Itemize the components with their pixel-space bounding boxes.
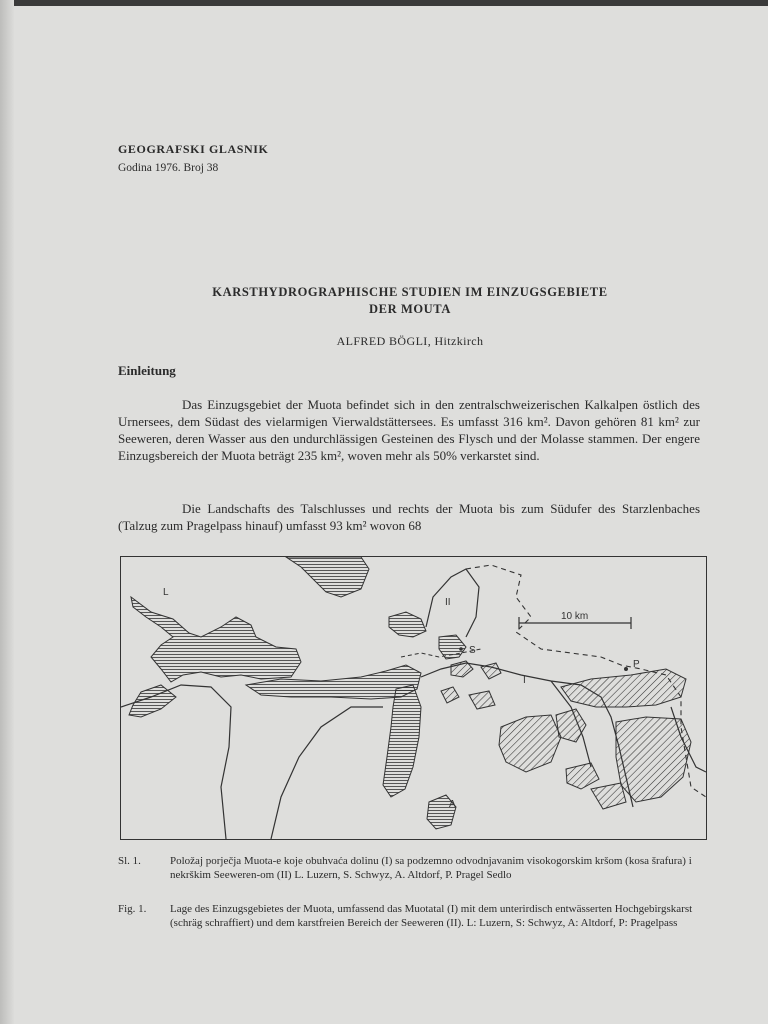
paragraph-2: Die Landschafts des Talschlusses und rechts der Muota bis zum Südufer des Starzlenbaches (Talzug zum Pragelpass hinauf) umfasst 93 km² wovon 68 — [118, 501, 700, 533]
paragraph-1: Das Einzugsgebiet der Muota befindet sich in den zentralschweizerischen Kalkalpen östlich des Urnersees, dem Südast des vielarmigen Vierwaldstättersees. Es umfasst 316 km². Davon gehören 81 km² zur Seeweren, deren Wasser aus den undurchlässigen Gesteinen des Flysch und der Molasse stammen. Der engere Einzugsbereich der Muota beträgt 235 km², woven mehr als 50% verkarstet sind. — [118, 397, 700, 463]
karst-8 — [616, 717, 691, 802]
karst-10 — [591, 783, 626, 809]
map-label-p: P — [633, 659, 640, 670]
karst-4 — [469, 691, 495, 709]
karst-7 — [556, 709, 586, 742]
caption-german — [118, 902, 708, 930]
map-label-ii: II — [445, 597, 451, 608]
journal-issue: Godina 1976. Broj 38 — [118, 162, 219, 174]
lake-uri — [383, 685, 421, 797]
karst-5 — [561, 669, 686, 707]
map-label-s: S — [469, 645, 476, 656]
town-marker-s — [459, 647, 463, 651]
map-label-i: I — [523, 675, 526, 686]
title-line-2: DER MOUTA — [369, 302, 451, 316]
section-heading: Einleitung — [118, 363, 176, 378]
shoreline-middle — [271, 707, 383, 839]
karst-3 — [441, 687, 459, 703]
caption-croatian — [118, 854, 708, 882]
journal-name: GEOGRAFSKI GLASNIK — [118, 142, 269, 156]
scan-edge-top — [0, 0, 768, 6]
karst-6 — [499, 715, 561, 772]
scan-edge-left — [0, 0, 14, 1024]
caption-croatian-text: Položaj porječja Muota-e koje obuhvaća dolinu (I) sa podzemno odvodnjavanim visokogorskim kršom (kosa šrafura) i nekrškim Seeweren-om (II) L. Luzern, S. Schwyz, A. Altdorf, P. Pragel Sedlo — [170, 855, 692, 881]
catchment-map — [120, 556, 707, 840]
caption-croatian-label: Sl. 1. — [118, 855, 141, 867]
lake-small-north — [389, 612, 426, 637]
caption-german-label: Fig. 1. — [118, 903, 147, 915]
pass-marker — [624, 667, 628, 671]
article-author: ALFRED BÖGLI, Hitzkirch — [336, 334, 484, 348]
karst-9 — [566, 763, 599, 789]
article-title — [120, 284, 700, 318]
lake-top — [286, 557, 369, 597]
scale-label: 10 km — [561, 611, 589, 622]
title-line-1: KARSTHYDROGRAPHISCHE STUDIEN IM EINZUGSGEBIETE — [212, 285, 608, 299]
lake-small-s — [439, 635, 466, 659]
map-label-l: L — [163, 587, 169, 598]
lake-north-outline — [426, 569, 479, 637]
map-label-a: A — [449, 799, 456, 810]
caption-german-text: Lage des Einzugsgebietes der Muota, umfassend das Muotatal (I) mit dem unterirdisch entwässerten Hochgebirgskarst (schräg schraffiert) und dem karstfreien Bereich der Seeweren (II). L: Luzern, S: Schwyz, A: Altdorf, P: Pragelpass — [170, 903, 693, 929]
lakes — [129, 557, 466, 829]
lake-lucerne-west — [131, 597, 301, 682]
